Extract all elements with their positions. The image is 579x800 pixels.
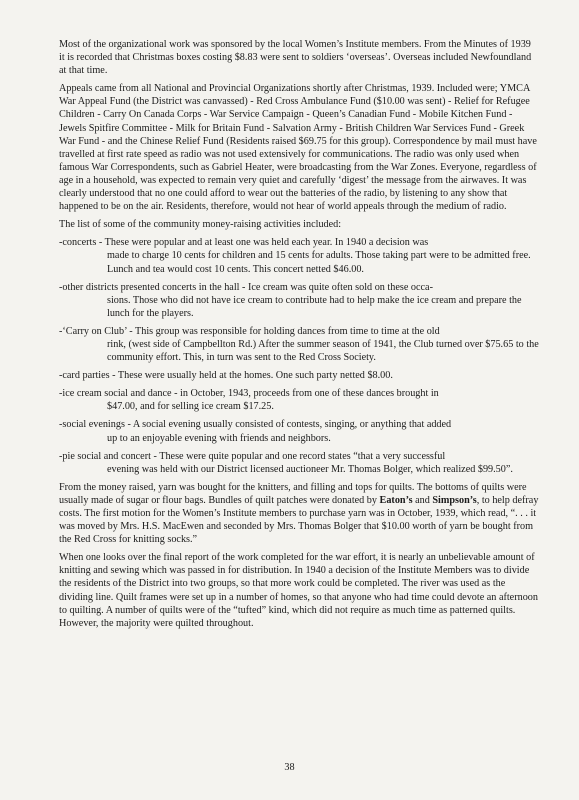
paragraph-yarn-text-a: From the money raised, yarn was bought for the knitters, and filling and tops for quilts. The bottoms of quilts were usually made of sugar or flour bags. Bundles of quilt patches were donated by [59,481,527,506]
list-item-continuation: up to an enjoyable evening with friends and neighbors. [107,432,331,444]
list-item [59,325,539,364]
list-item [59,450,539,476]
paragraph-appeals: Appeals came from all National and Provincial Organizations shortly after Christmas, 1939. Included were; YMCA War Appeal Fund (the District was canvassed) - Red Cross Ambulance Fund ($10.00 was sent) - Relief for Refugee Children - Carry On Canada Corps - War Service Campaign - Queen’s Canadian Fund - Mobile Kitchen Fund - Jewels Spitfire Committee - Milk for Britain Fund - Salvation Army - British Children War Services Fund - Greek War Fund - and the Chinese Relief Fund (Residents raised $69.75 for this group). Correspondence by mail must have travelled at first rate speed as radio was not used extensively for communications. The radio was only used when famous War Correspondents, such as Gabriel Heater, were broadcasting from the War Zones. Everyone, regardless of age in a household, was expected to remain very quiet and carefully ‘digest’ the message from the airwaves. It was clearly understood that no one could afford to wear out the batteries of the radio, by listening to any show that happened to be on the air. Residents, therefore, would not hear of world appeals through the medium of radio. [59,83,537,213]
paragraph-yarn-text-b: , to help defray costs. The first motion for the Women’s Institute members to purchase yarn was in October, 1939, which read, “. . . it was moved by Mrs. H.S. MacEwen and seconded by Mrs. Thomas Bolger that $10.00 worth of yarn be bought from the Red Cross for knitting socks.” [59,494,539,546]
list-item-first-line: -concerts - These were popular and at least one was held each year. In 1940 a decision was [59,237,429,249]
store-name-simpsons: Simpson’s [432,494,477,506]
list-item [59,236,539,275]
list-item-continuation: rink, (west side of Campbellton Rd.) After the summer season of 1941, the Club turned over $75.65 to the community effort. This, in turn was sent to the Red Cross Society. [107,338,539,364]
paragraph-final-report: When one looks over the final report of the work completed for the war effort, it is nearly an unbelievable amount of knitting and sewing which was passed in for distribution. In 1940 a decision of the Institute Members was to divide the residents of the District into two groups, so that more work could be completed. The river was used as the dividing line. Quilt frames were set up in a number of homes, so that anyone who had time could devote an afternoon to quilting. A number of quilts were of the “tufted” kind, which did not require as much time as patterned quilts. However, the majority were quilted throughout. [59,552,538,629]
page-number: 38 [284,762,295,773]
list-item-first-line: -pie social and concert - These were quite popular and one record states “that a very successful [59,450,446,462]
list-item-first-line: -‘Carry on Club’ - This group was responsible for holding dances from time to time at the old [59,325,440,337]
list-item-continuation: sions. Those who did not have ice cream to contribute had to help make the ice cream and prepare the lunch for the players. [107,294,522,319]
paragraph-yarn-text-and: and [412,494,433,506]
list-item [59,281,539,320]
paragraph-yarn [59,481,539,546]
paragraph-list-intro: The list of some of the community money-raising activities included: [59,219,342,231]
list-item-first-line: -other districts presented concerts in the hall - Ice cream was quite often sold on these occa- [59,281,433,293]
list-item-first-line: -ice cream social and dance - in October, 1943, proceeds from one of these dances brought in [59,388,439,400]
list-item-first-line: -social evenings - A social evening usually consisted of contests, singing, or anything that added [59,419,452,431]
list-item-first-line: -card parties - These were usually held at the homes. One such party netted $8.00. [59,370,393,382]
store-name-eatons: Eaton’s [379,494,413,506]
paragraph-intro: Most of the organizational work was sponsored by the local Women’s Institute members. From the Minutes of 1939 it is recorded that Christmas boxes costing $8.83 were sent to soldiers ‘overseas’. Overseas included Newfoundland at that time. [59,39,532,77]
list-item-continuation: made to charge 10 cents for children and 15 cents for adults. Those taking part were to be admitted free. Lunch and tea would cost 10 cents. This concert netted $46.00. [107,250,531,275]
list-item-continuation: evening was held with our District licensed auctioneer Mr. Thomas Bolger, which realized $99.50”. [107,463,513,475]
list-item-continuation: $47.00, and for selling ice cream $17.25. [107,401,274,413]
list-item [59,418,539,444]
list-item [59,387,539,413]
list-item [59,369,539,382]
